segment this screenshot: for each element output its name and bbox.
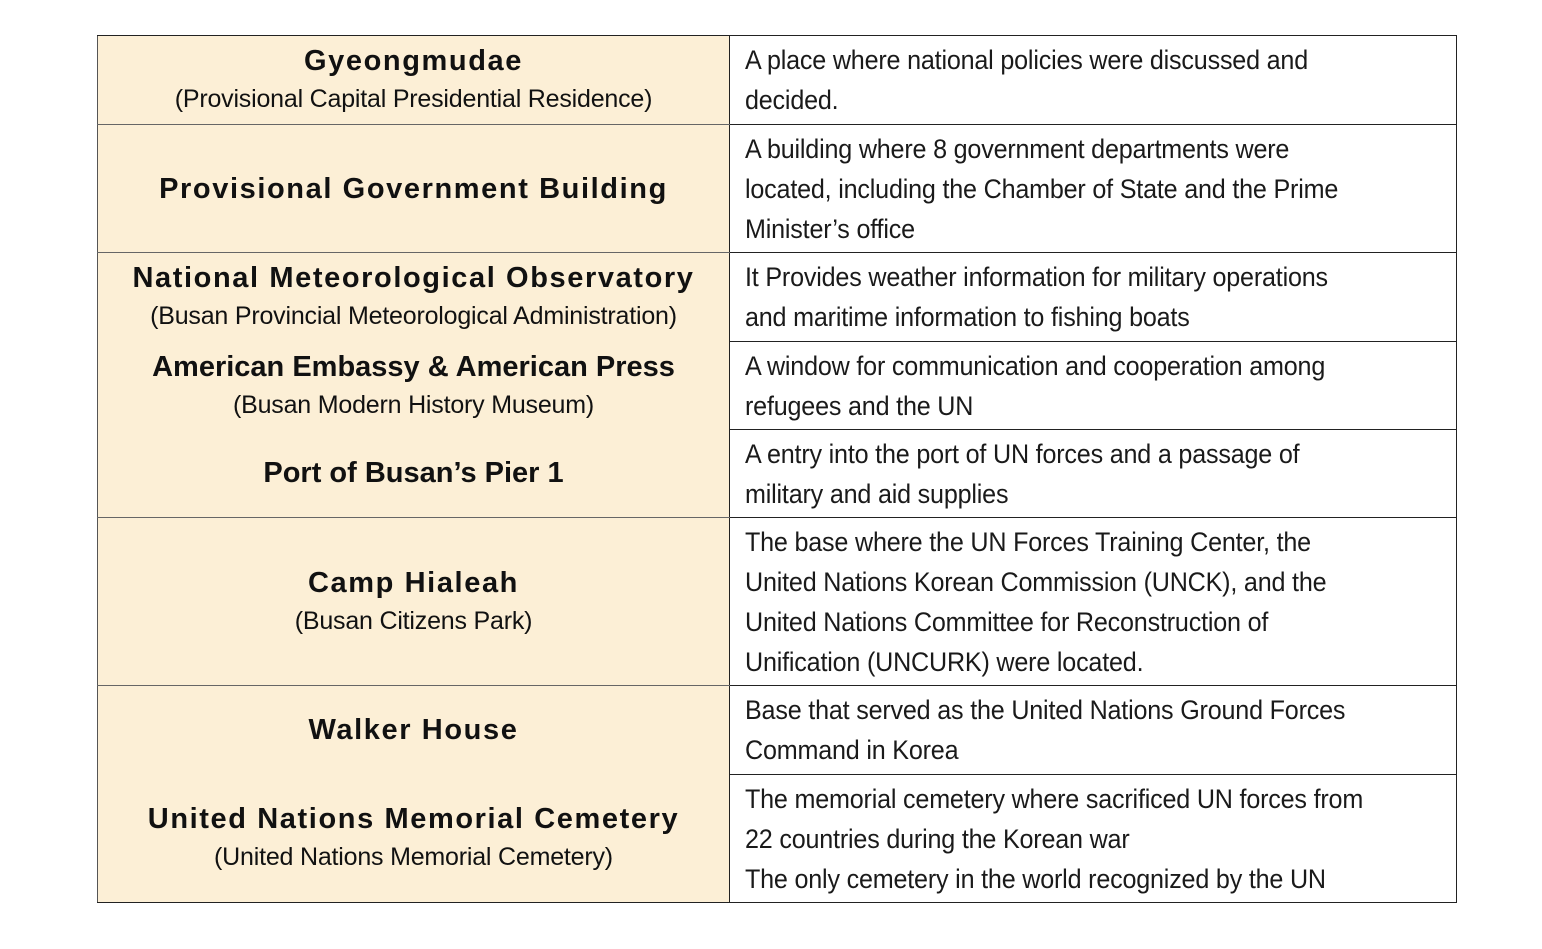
site-name: Walker House — [308, 714, 519, 747]
table-row — [98, 775, 1457, 903]
table-row — [98, 36, 1457, 125]
site-description: Base that served as the United Nations Ground Forces Command in Korea — [745, 695, 1346, 765]
heritage-sites-table — [97, 35, 1457, 903]
table-row — [98, 125, 1457, 253]
site-description-cell — [730, 430, 1457, 518]
site-description-cell — [730, 125, 1457, 253]
site-name-cell — [98, 125, 730, 253]
site-description-cell — [730, 686, 1457, 775]
table-row — [98, 342, 1457, 430]
site-name-cell — [98, 686, 730, 775]
site-description: A entry into the port of UN forces and a passage of military and aid supplies — [745, 438, 1300, 509]
site-name: American Embassy & American Press — [152, 350, 675, 383]
site-description-cell — [730, 36, 1457, 125]
site-description: It Provides weather information for military operations and maritime information to fishing boats — [745, 262, 1328, 332]
site-name: United Nations Memorial Cemetery — [147, 803, 680, 836]
site-name-cell — [98, 518, 730, 686]
site-subtitle: (Busan Modern History Museum) — [233, 390, 594, 419]
site-description: The memorial cemetery where sacrificed UN forces from 22 countries during the Korean war The only cemetery in the world recognized by the UN — [745, 783, 1364, 894]
table-row — [98, 430, 1457, 518]
site-subtitle: (Provisional Capital Presidential Residence) — [174, 85, 653, 113]
site-name: Gyeongmudae — [303, 45, 524, 77]
site-description: A place where national policies were discussed and decided. — [745, 45, 1308, 115]
site-description-cell — [730, 518, 1457, 686]
site-name-cell — [98, 253, 730, 342]
site-description: A building where 8 government departments were located, including the Chamber of State and the Prime Minister’s office — [745, 133, 1339, 244]
site-description-cell — [730, 775, 1457, 903]
table-row — [98, 518, 1457, 686]
site-name: National Meteorological Observatory — [132, 262, 695, 295]
site-description-cell — [730, 342, 1457, 430]
site-subtitle: (United Nations Memorial Cemetery) — [214, 843, 613, 872]
site-description: A window for communication and cooperation among refugees and the UN — [745, 350, 1326, 421]
site-name-cell — [98, 36, 730, 125]
site-name-cell — [98, 430, 730, 518]
site-description: The base where the UN Forces Training Center, the United Nations Korean Commission (UNCK), and the United Nations Committee for Reconstruction of Unification (UNCURK) were located. — [745, 526, 1327, 677]
table-row — [98, 686, 1457, 775]
site-name: Port of Busan’s Pier 1 — [263, 457, 564, 490]
table-row — [98, 253, 1457, 342]
site-subtitle: (Busan Provincial Meteorological Administration) — [150, 302, 677, 331]
site-name: Camp Hialeah — [308, 566, 519, 599]
site-name-cell — [98, 775, 730, 903]
site-subtitle: (Busan Citizens Park) — [294, 606, 533, 635]
site-name: Provisional Government Building — [159, 172, 668, 205]
site-name-cell — [98, 342, 730, 430]
site-description-cell — [730, 253, 1457, 342]
